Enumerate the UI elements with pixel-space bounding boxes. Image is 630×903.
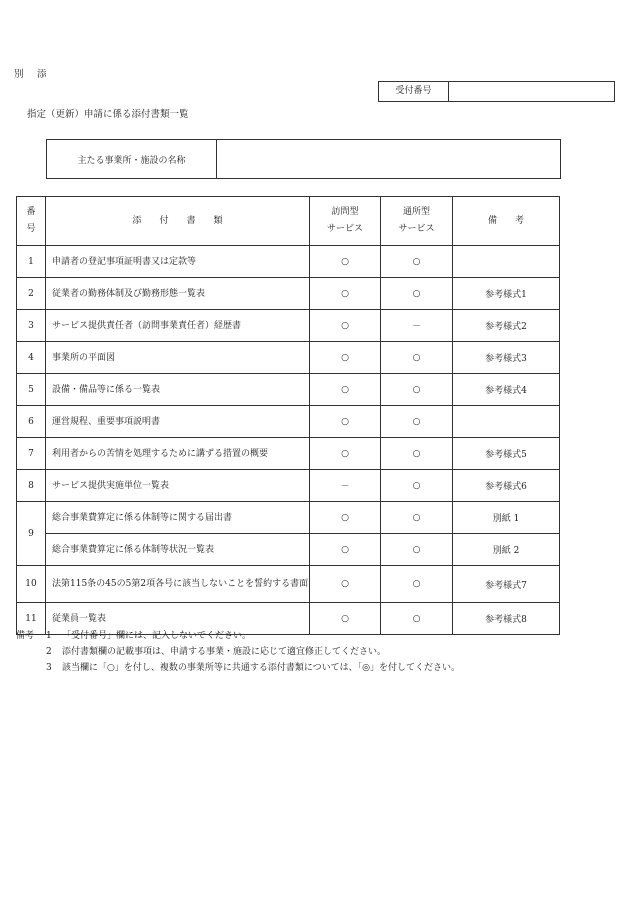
row-visit-mark: ○ — [310, 566, 381, 603]
row-note: 参考様式4 — [453, 374, 560, 406]
row-visit-mark: ○ — [310, 246, 381, 278]
row-day-mark: ○ — [381, 246, 453, 278]
row-note — [453, 406, 560, 438]
notes-label: 備考 — [16, 631, 35, 641]
row-visit-mark: ○ — [310, 374, 381, 406]
note-text: 「受付番号」欄には、記入しないでください。 — [62, 631, 252, 641]
row-day-mark: ○ — [381, 470, 453, 502]
row-visit-mark: － — [310, 470, 381, 502]
table-row — [17, 310, 560, 342]
table-row — [17, 502, 560, 534]
row-document: サービス提供責任者（訪問事業責任者）経歴書 — [46, 310, 310, 342]
table-row — [17, 278, 560, 310]
note-number: 1 — [46, 631, 52, 641]
row-note: 参考様式3 — [453, 342, 560, 374]
row-day-mark: ○ — [381, 534, 453, 566]
attachment-table — [16, 196, 560, 635]
row-day-mark: ○ — [381, 438, 453, 470]
row-visit-mark: ○ — [310, 310, 381, 342]
notes-section — [16, 628, 460, 676]
table-row — [17, 534, 560, 566]
row-document: 運営規程、重要事項説明書 — [46, 406, 310, 438]
row-document: 従業者の勤務体制及び勤務形態一覧表 — [46, 278, 310, 310]
row-note: 参考様式5 — [453, 438, 560, 470]
note-number: 3 — [46, 663, 52, 673]
table-row — [17, 566, 560, 603]
note-item — [16, 660, 460, 676]
row-visit-mark: ○ — [310, 603, 381, 635]
row-day-mark: ○ — [381, 342, 453, 374]
row-number: 9 — [17, 502, 46, 566]
row-number: 3 — [17, 310, 46, 342]
row-day-mark: ○ — [381, 278, 453, 310]
row-document: 利用者からの苦情を処理するために講ずる措置の概要 — [46, 438, 310, 470]
row-note: 参考様式7 — [453, 566, 560, 603]
office-name-field[interactable] — [217, 140, 560, 178]
row-note: 参考様式1 — [453, 278, 560, 310]
row-note: 別紙 1 — [453, 502, 560, 534]
row-number: 4 — [17, 342, 46, 374]
row-number: 11 — [17, 603, 46, 635]
row-day-mark: ○ — [381, 502, 453, 534]
attachment-label: 別 添 — [14, 69, 49, 80]
row-note: 参考様式2 — [453, 310, 560, 342]
table-row — [17, 406, 560, 438]
receipt-number-label: 受付番号 — [379, 82, 449, 101]
row-number: 7 — [17, 438, 46, 470]
row-number: 2 — [17, 278, 46, 310]
row-visit-mark: ○ — [310, 342, 381, 374]
header-day-service: 通所型 サービス — [381, 197, 453, 246]
row-document: 申請者の登記事項証明書又は定款等 — [46, 246, 310, 278]
row-document: 法第115条の45の5第2項各号に該当しないことを誓約する書面 — [46, 566, 310, 603]
row-day-mark: ○ — [381, 603, 453, 635]
row-number: 1 — [17, 246, 46, 278]
row-number: 8 — [17, 470, 46, 502]
row-note: 別紙 2 — [453, 534, 560, 566]
row-day-mark: ○ — [381, 374, 453, 406]
row-document: 従業員一覧表 — [46, 603, 310, 635]
row-note: 参考様式8 — [453, 603, 560, 635]
note-text: 添付書類欄の記載事項は、申請する事業・施設に応じて適宜修正してください。 — [62, 647, 387, 657]
table-row — [17, 246, 560, 278]
header-number: 番 号 — [17, 197, 46, 246]
row-note: 参考様式6 — [453, 470, 560, 502]
row-number: 10 — [17, 566, 46, 603]
note-text: 該当欄に「○」を付し、複数の事業所等に共通する添付書類については、「◎」を付してください。 — [62, 663, 461, 673]
row-day-mark: ○ — [381, 566, 453, 603]
row-document: 事業所の平面図 — [46, 342, 310, 374]
row-day-mark: ○ — [381, 406, 453, 438]
header-visit-service: 訪問型 サービス — [310, 197, 381, 246]
table-header-row — [17, 197, 560, 246]
header-document: 添 付 書 類 — [46, 197, 310, 246]
receipt-number-field[interactable] — [449, 82, 614, 101]
table-row — [17, 374, 560, 406]
row-document: 総合事業費算定に係る体制等状況一覧表 — [46, 534, 310, 566]
row-note — [453, 246, 560, 278]
row-visit-mark: ○ — [310, 406, 381, 438]
row-visit-mark: ○ — [310, 438, 381, 470]
note-number: 2 — [46, 647, 52, 657]
row-visit-mark: ○ — [310, 534, 381, 566]
note-item — [16, 628, 460, 644]
row-number: 6 — [17, 406, 46, 438]
row-document: サービス提供実施単位一覧表 — [46, 470, 310, 502]
table-row — [17, 342, 560, 374]
row-document: 設備・備品等に係る一覧表 — [46, 374, 310, 406]
office-name-box — [46, 139, 561, 179]
row-day-mark: － — [381, 310, 453, 342]
row-visit-mark: ○ — [310, 502, 381, 534]
table-row — [17, 470, 560, 502]
note-item — [16, 644, 460, 660]
header-note: 備 考 — [453, 197, 560, 246]
row-visit-mark: ○ — [310, 278, 381, 310]
row-number: 5 — [17, 374, 46, 406]
office-name-label: 主たる事業所・施設の名称 — [47, 140, 217, 178]
row-document: 総合事業費算定に係る体制等に関する届出書 — [46, 502, 310, 534]
receipt-number-box — [378, 81, 615, 102]
table-row — [17, 438, 560, 470]
document-title: 指定（更新）申請に係る添付書類一覧 — [27, 109, 189, 120]
